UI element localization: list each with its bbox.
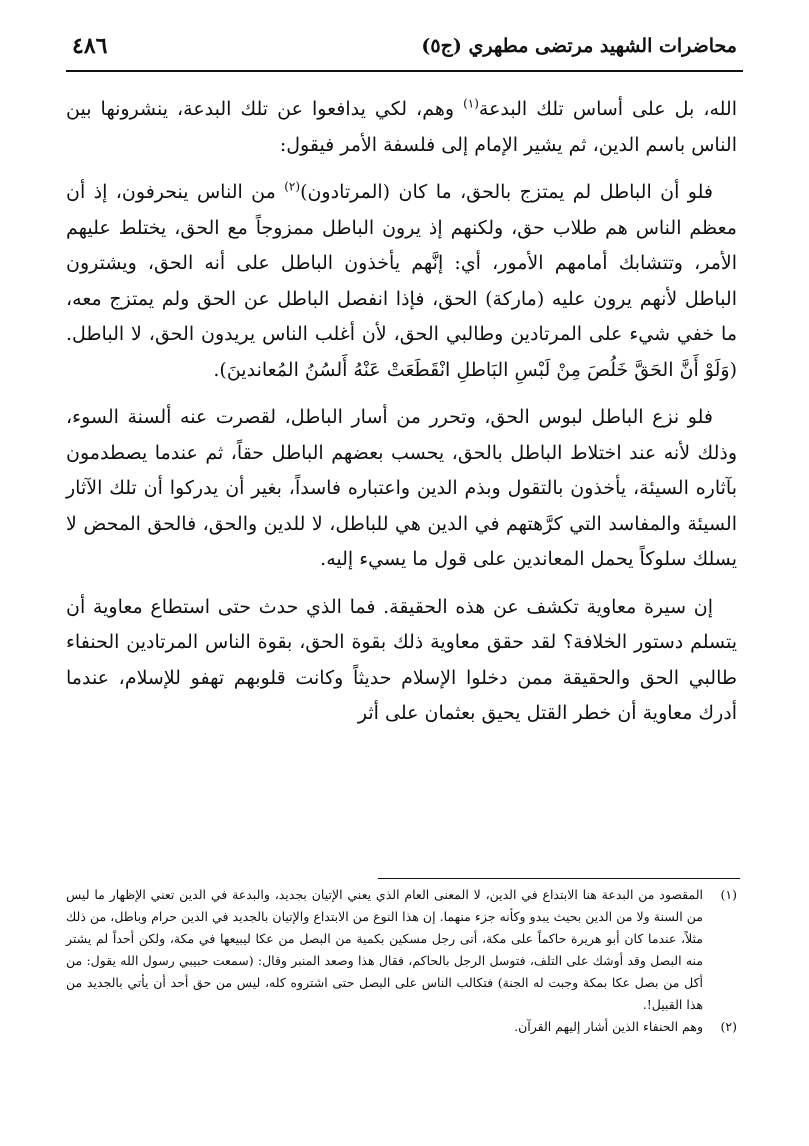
footnote-divider [378,878,740,879]
paragraph-text: إن سيرة معاوية تكشف عن هذه الحقيقة. فما الذي حدث حتى استطاع معاوية أن يتسلم دستور الخلافة؟ لقد حقق معاوية ذلك بقوة الحق، بقوة الناس المرتادين الحنفاء طالبي الحق والحقيقة ممن دخلوا الإسلام حديثاً وكانت قلوبهم تهفو للإسلام، عندما أدرك معاوية أن خطر القتل يحيق بعثمان على أثر [66,595,737,724]
footnote-text: وهم الحنفاء الذين أشار إليهم القرآن. [514,1019,703,1034]
paragraph-text: فلو أن الباطل لم يمتزج بالحق، ما كان (المرتادون) [300,181,713,203]
header-divider [66,70,743,72]
paragraph-text: وهم، لكي يدافعوا عن تلك البدعة، ينشرونها بين الناس باسم الدين، ثم يشير الإمام إلى فلسفة الأمر فيقول: [66,98,737,156]
footnote-number: (٢) [720,1019,737,1034]
footnote-reference: (٢) [284,179,301,194]
footnote [66,884,737,1016]
footnote-reference: (١) [463,96,479,111]
footnote-text: المقصود من البدعة هنا الابتداع في الدين، لا المعنى العام الذي يعني الإتيان بجديد، والبدعة في الدين تعني الإظهار ما ليس من السنة ولا من الدين بحيث يبدو وكأنه جزء منهما. إن هذا النوع من الابتداع والإتيان بالجديد في الدين حرام وباطل، من ذلك مثلاً، عندما كان أبو هريرة حاكماً على مكة، أتى رجل مسكين بكمية من البصل من عكا ليبيعها في مكة، ولكن أحداً لم يشتر منه البصل وقد أوشك على التلف، فتوسل الرجل بالحاكم، فقال هذا وصعد المنبر وقال: (سمعت حبيبي رسول الله يقول: من أكل من بصل عكا بمكة وجبت له الجنة) فتكالب الناس على البصل حتى اشتروه كله، ليس من حق أحد أن يأتي بالجديد من هذا القبيل!. [66,887,703,1012]
paragraph-text: فلو نزع الباطل لبوس الحق، وتحرر من أسار الباطل، لقصرت عنه ألسنة السوء، وذلك لأنه عند اختلاط الباطل بالحق، يحسب بعضهم الباطل حقاً، ثم عندما يصطدمون بآثاره السيئة، يأخذون بالتقول وبذم الدين واعتباره فاسداً، بغير أن يدركوا أن تلك الآثار السيئة والمفاسد التي كرَّهتهم في الدين هي للباطل، لا للدين والحق، فالحق المحض لا يسلك سلوكاً يحمل المعاندين على قول ما يسيء إليه. [66,406,737,570]
paragraph-text: الله، بل على أساس تلك البدعة [478,98,737,120]
paragraph [66,92,737,163]
paragraph [66,400,737,578]
paragraph [66,590,737,732]
footnotes [66,884,737,1038]
page-number: ٤٨٦ [72,33,108,59]
paragraph [66,175,737,388]
footnote [66,1016,737,1038]
paragraph-text: من الناس ينحرفون، إذ أن معظم الناس هم طلاب حق، ولكنهم إذ يرون الباطل ممزوجاً مع الحق، يختلط عليهم الأمر، وتتشابك أمامهم الأمور، أي: إنَّهم يأخذون الباطل على أنه الحق، ويشترون الباطل لأنهم يرون عليه (ماركة) الحق، فإذا انفصل الباطل عن الحق ولم يمتزج معه، ما خفي شيء على المرتادين وطالبي الحق، لأن أغلب الناس يريدون الحق، لا الباطل. (وَلَوْ أَنَّ الحَقَّ خَلُصَ مِنْ لَبْسِ البَاطلِ انْقَطَعَتْ عَنْهُ أَلسُنُ المُعاندينَ). [66,181,737,381]
footnote-number: (١) [720,887,737,902]
page-header [72,30,737,62]
running-title: محاضرات الشهيد مرتضى مطهري (ج٥) [421,35,737,57]
body-text [66,92,737,744]
